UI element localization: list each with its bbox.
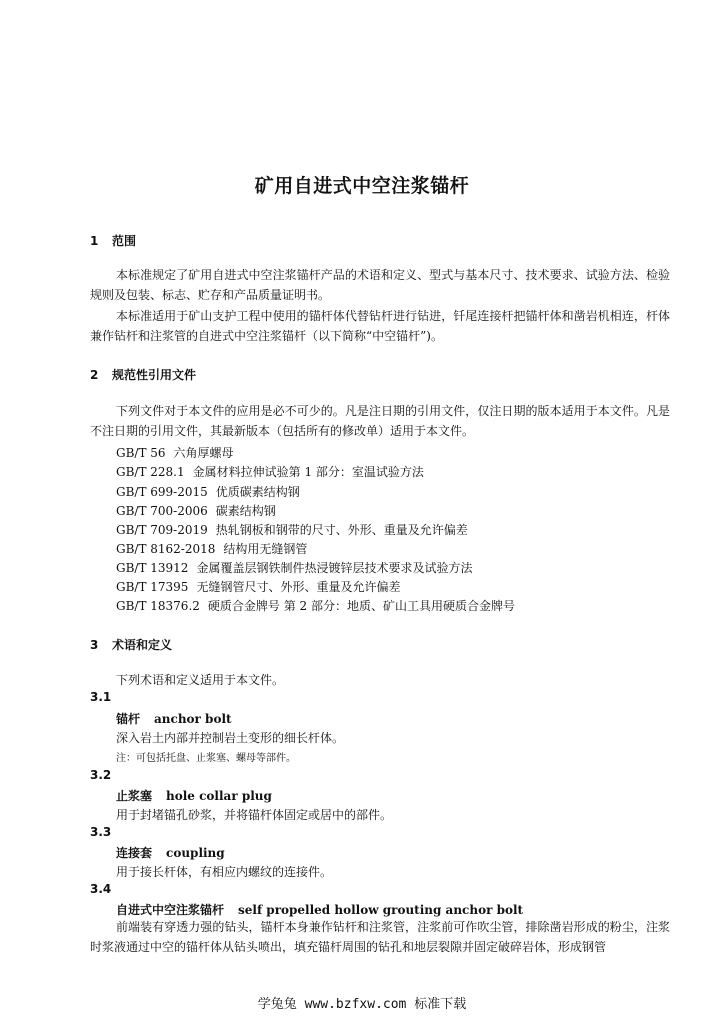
section-3-title: 术语和定义 — [112, 638, 173, 652]
term-heading — [116, 710, 232, 727]
reference-code: GB/T 17395 — [116, 580, 189, 594]
reference-item — [116, 463, 424, 480]
reference-title: 金属覆盖层钢铁制件热浸镀锌层技术要求及试验方法 — [196, 561, 473, 575]
term-english: coupling — [166, 846, 225, 860]
term-definition: 用于封堵锚孔砂浆，并将锚杆体固定或居中的部件。 — [116, 808, 393, 822]
document-title: 矿用自进式中空注浆锚杆 — [254, 175, 470, 197]
reference-item — [116, 521, 468, 538]
section-3-heading — [90, 636, 172, 653]
reference-item — [116, 483, 300, 500]
reference-title: 金属材料拉伸试验第 1 部分：室温试验方法 — [192, 465, 424, 479]
reference-code: GB/T 8162-2018 — [116, 542, 216, 556]
reference-item — [116, 444, 234, 461]
term-heading — [116, 901, 523, 918]
section-2-heading — [90, 366, 196, 383]
section-1-heading — [90, 232, 136, 249]
section-3-intro: 下列术语和定义适用于本文件。 — [116, 673, 285, 687]
reference-item — [116, 578, 400, 595]
section-1-paragraph-2: 本标准适用于矿山支护工程中使用的锚杆体代替钻杆进行钻进，钎尾连接杆把锚杆体和凿岩机相连，杆体兼作钻杆和注浆管的自进式中空注浆锚杆（以下简称“中空锚杆”)。 — [90, 309, 670, 343]
section-1-paragraph-1: 本标准规定了矿用自进式中空注浆锚杆产品的术语和定义、型式与基本尺寸、技术要求、试验方法、检验规则及包装、标志、贮存和产品质量证明书。 — [90, 268, 670, 302]
term-number: 3.3 — [90, 825, 112, 839]
reference-item — [116, 540, 307, 557]
term-number: 3.4 — [90, 882, 112, 896]
reference-code: GB/T 13912 — [116, 561, 189, 575]
reference-code: GB/T 18376.2 — [116, 599, 200, 613]
section-1-number: 1 — [90, 234, 99, 248]
term-number: 3.2 — [90, 768, 112, 782]
term-note: 注：可包括托盘、止浆塞、螺母等部件。 — [116, 753, 296, 764]
reference-code: GB/T 700-2006 — [116, 504, 208, 518]
term-chinese: 自进式中空注浆锚杆 — [116, 903, 225, 917]
section-2-number: 2 — [90, 368, 99, 382]
section-3-number: 3 — [90, 638, 99, 652]
reference-item — [116, 559, 472, 576]
section-1-title: 范围 — [112, 234, 137, 248]
term-number: 3.1 — [90, 690, 112, 704]
term-chinese: 锚杆 — [116, 712, 141, 726]
reference-title: 硬质合金牌号 第 2 部分：地质、矿山工具用硬质合金牌号 — [207, 599, 515, 613]
term-definition: 前端装有穿透力强的钻头，锚杆本身兼作钻杆和注浆管，注浆前可作吹尘管，排除凿岩形成的粉尘，注浆时浆液通过中空的锚杆体从钻头喷出，填充锚杆周围的钻孔和地层裂隙并固定破碎岩体，形成钢管 — [90, 920, 670, 954]
footer-watermark: 学兔兔 www.bzfxw.com 标准下载 — [257, 997, 467, 1012]
term-english: self propelled hollow grouting anchor bolt — [238, 903, 524, 917]
term-definition: 深入岩土内部并控制岩土变形的细长杆体。 — [116, 731, 345, 745]
term-english: anchor bolt — [154, 712, 232, 726]
section-2-title: 规范性引用文件 — [112, 368, 197, 382]
term-chinese: 连接套 — [116, 846, 153, 860]
term-heading — [116, 787, 272, 804]
reference-title: 碳素结构钢 — [215, 504, 276, 518]
reference-title: 结构用无缝钢管 — [223, 542, 308, 556]
reference-item — [116, 597, 515, 614]
term-definition: 用于接长杆体，有相应内螺纹的连接件。 — [116, 865, 333, 879]
reference-title: 无缝钢管尺寸、外形、重量及允许偏差 — [196, 580, 401, 594]
term-english: hole collar plug — [166, 789, 272, 803]
term-heading — [116, 844, 225, 861]
reference-code: GB/T 56 — [116, 446, 166, 460]
reference-title: 六角厚螺母 — [173, 446, 234, 460]
reference-code: GB/T 699-2015 — [116, 485, 208, 499]
section-2-paragraph: 下列文件对于本文件的应用是必不可少的。凡是注日期的引用文件，仅注日期的版本适用于本文件。凡是不注日期的引用文件，其最新版本（包括所有的修改单）适用于本文件。 — [90, 404, 670, 438]
reference-title: 热轧钢板和钢带的尺寸、外形、重量及允许偏差 — [215, 523, 468, 537]
reference-code: GB/T 228.1 — [116, 465, 185, 479]
reference-item — [116, 502, 276, 519]
reference-title: 优质碳素结构钢 — [215, 485, 300, 499]
reference-code: GB/T 709-2019 — [116, 523, 208, 537]
term-chinese: 止浆塞 — [116, 789, 153, 803]
